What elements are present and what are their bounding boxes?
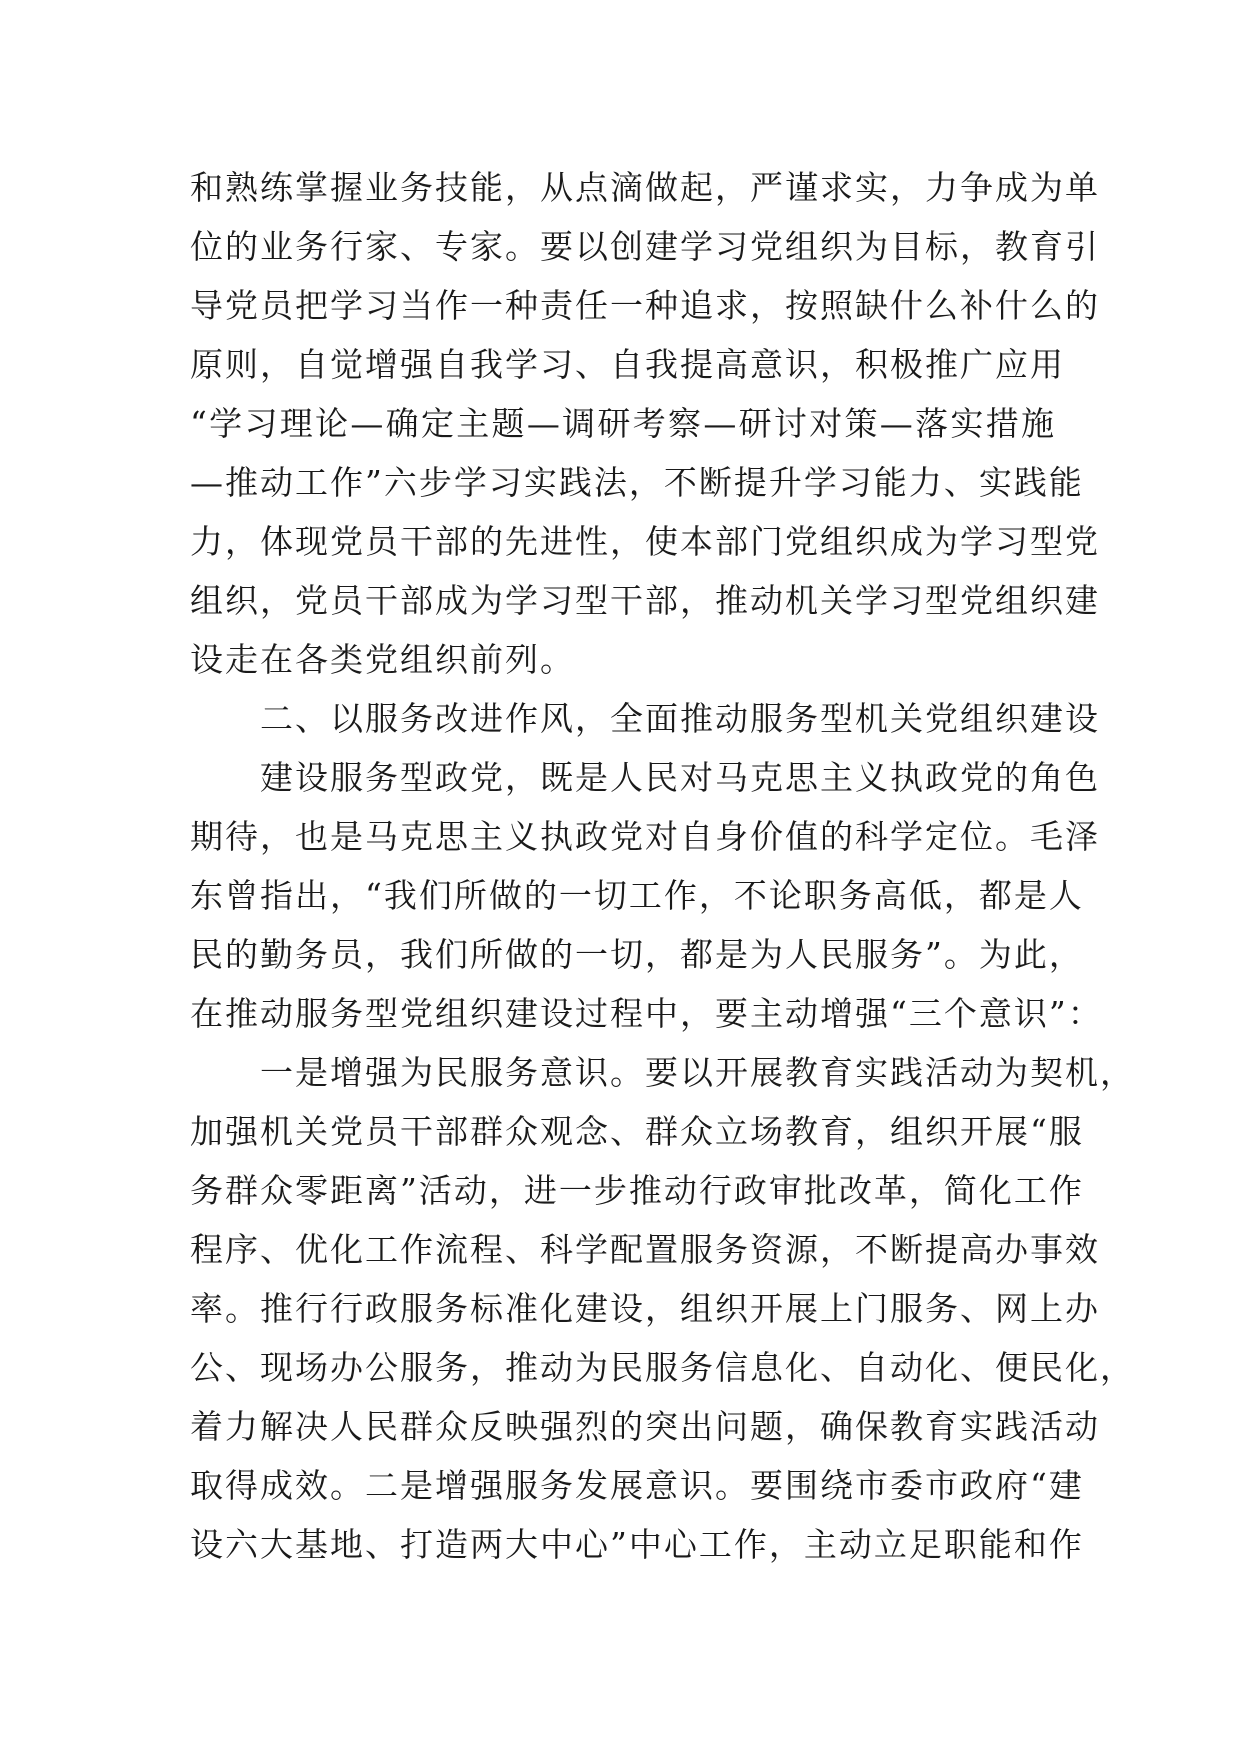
text-line: 期待，也是马克思主义执政党对自身价值的科学定位。毛泽 xyxy=(190,817,1100,856)
text-line: 导党员把学习当作一种责任一种追求，按照缺什么补什么的 xyxy=(190,286,1100,325)
text-line: 组织，党员干部成为学习型干部，推动机关学习型党组织建 xyxy=(190,581,1100,620)
text-line: —推动工作”六步学习实践法，不断提升学习能力、实践能 xyxy=(190,463,1084,502)
text-line: 设六大基地、打造两大中心”中心工作，主动立足职能和作 xyxy=(190,1525,1084,1564)
document-body xyxy=(190,158,1135,1574)
text-line: “学习理论—确定主题—调研考察—研讨对策—落实措施 xyxy=(190,404,1056,443)
text-line: 位的业务行家、专家。要以创建学习党组织为目标，教育引 xyxy=(190,227,1100,266)
text-line: 着力解决人民群众反映强烈的突出问题，确保教育实践活动 xyxy=(190,1407,1100,1446)
paragraph-start-line: 一是增强为民服务意识。要以开展教育实践活动为契机， xyxy=(260,1053,1135,1092)
text-line: 取得成效。二是增强服务发展意识。要围绕市委市政府“建 xyxy=(190,1466,1084,1505)
text-line: 程序、优化工作流程、科学配置服务资源，不断提高办事效 xyxy=(190,1230,1100,1269)
text-line: 率。推行行政服务标准化建设，组织开展上门服务、网上办 xyxy=(190,1289,1100,1328)
text-line: 民的勤务员，我们所做的一切，都是为人民服务”。为此， xyxy=(190,935,1084,974)
text-line: 在推动服务型党组织建设过程中，要主动增强“三个意识”： xyxy=(190,994,1103,1033)
text-line: 东曾指出，“我们所做的一切工作，不论职务高低，都是人 xyxy=(190,876,1084,915)
text-line: 设走在各类党组织前列。 xyxy=(190,640,575,679)
paragraph-start-line: 二、以服务改进作风，全面推动服务型机关党组织建设 xyxy=(260,699,1100,738)
text-line: 和熟练掌握业务技能，从点滴做起，严谨求实，力争成为单 xyxy=(190,168,1100,207)
text-line: 原则，自觉增强自我学习、自我提高意识，积极推广应用 xyxy=(190,345,1065,384)
text-line: 务群众零距离”活动，进一步推动行政审批改革，简化工作 xyxy=(190,1171,1084,1210)
text-line: 加强机关党员干部群众观念、群众立场教育，组织开展“服 xyxy=(190,1112,1084,1151)
paragraph-start-line: 建设服务型政党，既是人民对马克思主义执政党的角色 xyxy=(260,758,1100,797)
text-line: 力，体现党员干部的先进性，使本部门党组织成为学习型党 xyxy=(190,522,1100,561)
text-line: 公、现场办公服务，推动为民服务信息化、自动化、便民化， xyxy=(190,1348,1135,1387)
